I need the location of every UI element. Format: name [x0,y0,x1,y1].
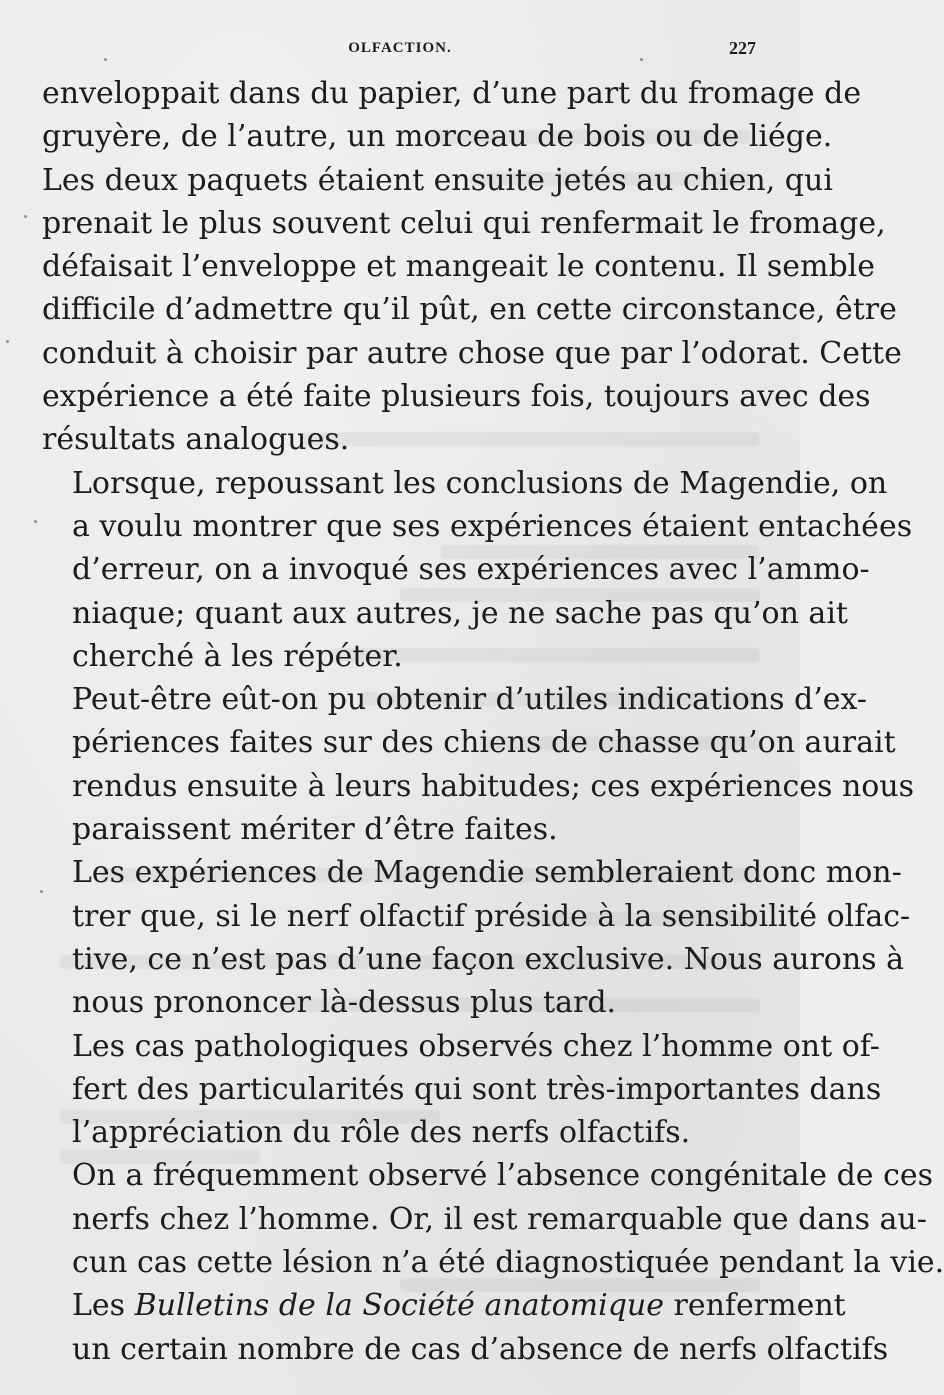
paragraph [42,462,913,678]
text-line: paraissent mériter d’être faites. [72,812,558,848]
text-line: gruyère, de l’autre, un morceau de bois ou de liége. [42,119,833,155]
text-line: Peut-être eût-on pu obtenir d’utiles indications d’ex- [72,682,868,718]
paragraph [42,1154,944,1284]
paragraph [42,1025,882,1155]
text-line: tive, ce n’est pas d’une façon exclusive. Nous aurons à [72,941,904,977]
text-line: difficile d’admettre qu’il pût, en cette circonstance, être [42,292,897,328]
text-line: cherché à les répéter. [72,638,403,674]
text-line: fert des particularités qui sont très-importantes dans [72,1071,882,1107]
text-line: défaisait l’enveloppe et mangeait le contenu. Il semble [42,249,876,285]
italic-title: Bulletins de la Société anatomique [134,1288,664,1324]
text-line: rendus ensuite à leurs habitudes; ces expériences nous [72,768,915,804]
text-line: conduit à choisir par autre chose que par l’odorat. Cette [42,335,902,371]
text-line: prenait le plus souvent celui qui renfermait le fromage, [42,205,886,241]
text-line: Les Bulletins de la Société anatomique renferment [72,1288,846,1324]
text-line: Les cas pathologiques observés chez l’homme ont of- [72,1028,880,1064]
text-line: enveloppait dans du papier, d’une part du fromage de [42,76,862,111]
text-line: Les deux paquets étaient ensuite jetés au chien, qui [42,162,833,198]
text-line: périences faites sur des chiens de chasse qu’on aurait [72,725,896,761]
text-line: trer que, si le nerf olfactif préside à la sensibilité olfac- [72,898,911,934]
text-line: résultats analogues. [42,422,350,458]
paragraph [42,1284,889,1371]
text-line: Lorsque, repoussant les conclusions de Magendie, on [72,465,888,501]
text-line: l’appréciation du rôle des nerfs olfactifs. [72,1115,691,1151]
body-text [42,72,944,1371]
text-line: expérience a été faite plusieurs fois, toujours avec des [42,379,871,415]
text-line: nerfs chez l’homme. Or, il est remarquable que dans au- [72,1201,927,1237]
text-line: un certain nombre de cas d’absence de nerfs olfactifs [72,1331,889,1367]
text-line: cun cas cette lésion n’a été diagnostiquée pendant la vie. [72,1245,944,1281]
page-header [0,40,800,62]
text-line: Les expériences de Magendie sembleraient donc mon- [72,855,902,891]
running-head: OLFACTION. [348,40,452,56]
text-line: nous prononcer là-dessus plus tard. [72,985,617,1021]
text-line: d’erreur, on a invoqué ses expériences avec l’ammo- [72,552,870,588]
paragraph [42,678,915,851]
paragraph [42,851,911,1024]
page-number: 227 [729,38,756,58]
text-line: On a fréquemment observé l’absence congénitale de ces [72,1158,934,1194]
text-line: a voulu montrer que ses expériences étaient entachées [72,508,913,544]
text-line: niaque; quant aux autres, je ne sache pas qu’on ait [72,595,848,631]
paragraph [42,72,902,462]
